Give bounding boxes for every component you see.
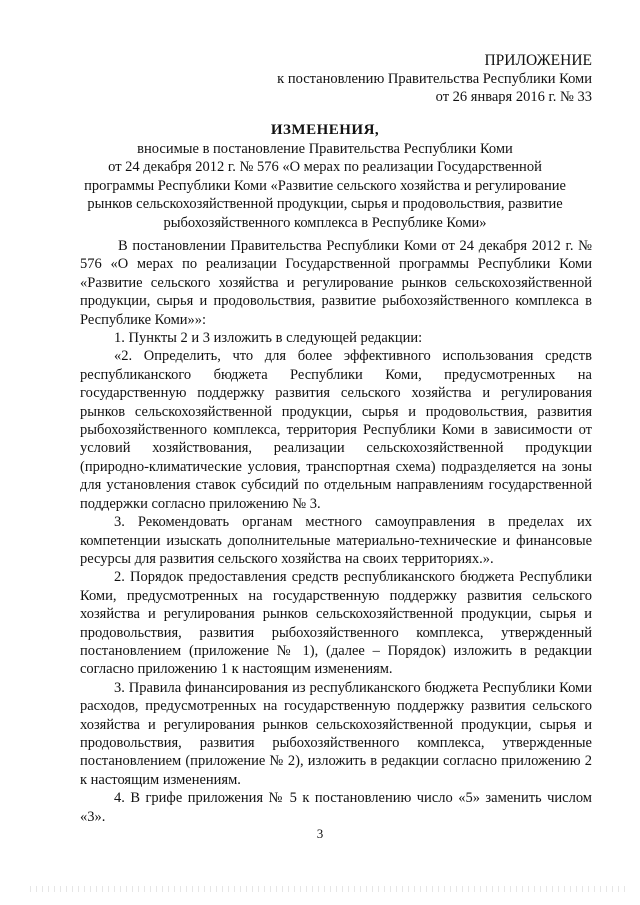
appendix-block — [277, 52, 592, 106]
heading-line-3: программы Республики Коми «Развитие сельского хозяйства и регулирование — [84, 177, 566, 194]
page-number: 3 — [316, 826, 324, 841]
appendix-reference: к постановлению Правительства Республики Коми — [277, 71, 592, 87]
paragraph-item-3: 3. Правила финансирования из республиканского бюджета Республики Коми расходов, предусмотренных на государственную поддержку развития сельского хозяйства и регулирования рынков сельскохозяйственной продукции, сырья и продовольствия, развития рыбохозяйственного комплекса, утвержденные постановлением (приложение № 2), изложить в редакции согласно приложению 2 к настоящим изменениям. — [80, 679, 592, 788]
paragraph-item-1-clause-3: 3. Рекомендовать органам местного самоуправления в пределах их компетенции изыскать дополнительные материально-технические и финансовые ресурсы для развития сельского хозяйства на своих территориях.». — [80, 514, 592, 567]
paragraph-item-2: 2. Порядок предоставления средств республиканского бюджета Республики Коми, предусмотренных на государственную поддержку развития сельского хозяйства и регулирования рынков сельскохозяйственной продукции, сырья и продовольствия, развития рыбохозяйственного комплекса, утвержденный постановлением (приложение № 1), (далее – Порядок) изложить в редакции согласно приложению 1 к настоящим изменениям. — [80, 569, 592, 678]
heading-title: ИЗМЕНЕНИЯ, — [270, 122, 380, 138]
document-body — [80, 237, 592, 826]
paragraph-item-1: 1. Пункты 2 и 3 изложить в следующей редакции: — [114, 330, 423, 347]
heading-line-2: от 24 декабря 2012 г. № 576 «О мерах по реализации Государственной — [108, 159, 542, 175]
appendix-title: ПРИЛОЖЕНИЕ — [484, 52, 592, 69]
paragraph-item-1-clause-2: «2. Определить, что для более эффективного использования средств республиканского бюджета Республики Коми, предусмотренных на государственную поддержку развития сельского хозяйства и регулирования рынков сельскохозяйственной продукции, сырья и продовольствия, развития рыбохозяйственного комплекса, территория Республики Коми в зависимости от условий хозяйствования, реализации сельскохозяйственной продукции (природно-климатические условия, транспортная схема) подразделяется на зоны для установления ставок субсидий по отдельным направлениям государственной поддержки согласно приложению № 3. — [80, 348, 592, 512]
heading-line-4: рынков сельскохозяйственной продукции, сырья и продовольствия, развитие — [87, 196, 563, 212]
appendix-date: от 26 января 2016 г. № 33 — [435, 89, 592, 105]
paragraph-item-4: 4. В грифе приложения № 5 к постановлению число «5» заменить числом «3». — [80, 790, 592, 825]
paragraph-intro: В постановлении Правительства Республики Коми от 24 декабря 2012 г. № 576 «О мерах по реализации Государственной программы Республики Коми «Развитие сельского хозяйства и регулирование рынков сельскохозяйственной продукции, сырья и продовольствия, развитие рыбохозяйственного комплекса в Республике Коми»»: — [80, 238, 592, 328]
heading-line-1: вносимые в постановление Правительства Республики Коми — [137, 140, 513, 157]
document-heading — [60, 121, 590, 232]
scan-artifact — [30, 886, 630, 892]
heading-line-5: рыбохозяйственного комплекса в Республике Коми» — [163, 214, 487, 231]
